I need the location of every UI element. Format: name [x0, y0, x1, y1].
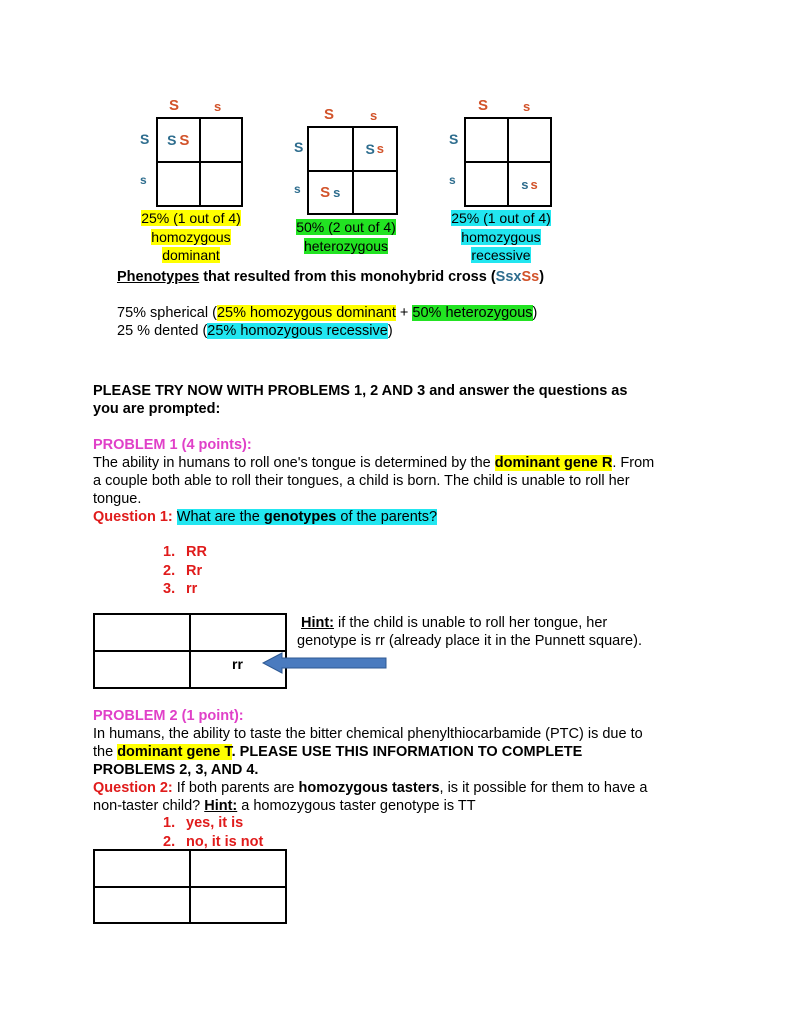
top-allele-1: S — [324, 106, 335, 123]
text: 25 % dented ( — [117, 323, 208, 339]
question-2 — [93, 779, 647, 797]
text: a homozygous taster genotype is TT — [237, 798, 476, 814]
phenotypes-heading-end: ) — [539, 269, 545, 285]
left-allele-2: s — [294, 182, 301, 196]
punnett-square-1 — [156, 117, 243, 207]
answer-cell[interactable] — [94, 850, 190, 887]
text: genotypes — [263, 509, 337, 525]
cell-allele-a: S — [320, 183, 331, 201]
phenotype-line-dented — [117, 323, 393, 339]
caption-line: 50% (2 out of 4) — [296, 219, 396, 235]
answer-cell[interactable] — [190, 887, 286, 924]
problem-1-title: PROBLEM 1 (4 points): — [93, 437, 252, 453]
cell — [200, 118, 243, 162]
cell — [308, 127, 353, 171]
hint-text-1: if the child is unable to roll her tongue, her — [334, 615, 608, 631]
text: non-taster child? — [93, 798, 205, 814]
cell-allele-a: s — [521, 176, 529, 192]
arrow-icon — [262, 652, 388, 674]
option-2[interactable]: 2. Rr — [163, 562, 203, 579]
caption-line: 25% (1 out of 4) — [141, 210, 241, 226]
problem-2-text-3: PROBLEMS 2, 3, AND 4. — [93, 762, 259, 778]
problem-2-title: PROBLEM 2 (1 point): — [93, 708, 244, 724]
phenotypes-word: Phenotypes — [117, 269, 200, 285]
caption-line: 25% (1 out of 4) — [451, 210, 551, 226]
question-1-options — [163, 543, 207, 599]
text: the — [93, 744, 118, 760]
hint-label: Hint: — [204, 798, 238, 814]
cell — [157, 162, 200, 206]
caption-line: heterozygous — [303, 237, 389, 254]
cell — [200, 162, 243, 206]
cell-allele-b: s — [333, 184, 341, 200]
left-allele-2: s — [140, 173, 147, 187]
cell — [508, 162, 551, 206]
answer-cell[interactable] — [94, 651, 190, 688]
left-allele-1: S — [449, 131, 459, 147]
text: of the parents? — [336, 509, 438, 525]
problem-1-text-3: tongue. — [93, 491, 142, 507]
cross-parent-b: Ss — [521, 269, 540, 285]
top-allele-2: s — [370, 108, 378, 123]
text: ) — [387, 323, 393, 339]
option-1[interactable]: 1. RR — [163, 544, 207, 560]
left-allele-2: s — [449, 173, 456, 187]
top-allele-1: S — [478, 97, 489, 114]
text: + — [395, 305, 413, 321]
text: If both parents are — [172, 780, 299, 796]
punnett-square-3 — [464, 117, 552, 207]
punnett-answer-grid-2 — [93, 849, 287, 924]
problem-2-text-2 — [93, 743, 582, 761]
answer-cell[interactable] — [190, 850, 286, 887]
text: homozygous tasters — [298, 780, 440, 796]
cell-allele-a: S — [167, 132, 177, 148]
cell — [353, 171, 398, 215]
answer-cell[interactable] — [94, 614, 190, 651]
problem-2-text-1: In humans, the ability to taste the bitter chemical phenylthiocarbamide (PTC) is due to — [93, 726, 643, 742]
hint-label: Hint: — [301, 615, 335, 631]
caption-line: homozygous — [151, 228, 231, 245]
question-label: Question 1: — [93, 509, 173, 525]
option-1[interactable]: 1. yes, it is — [163, 815, 244, 831]
top-allele-1: S — [169, 97, 180, 114]
dominant-gene-highlight: dominant gene T — [117, 744, 232, 760]
caption-line: homozygous — [461, 228, 541, 245]
caption-homozygous-recessive — [436, 209, 566, 265]
option-text: Rr — [186, 562, 203, 579]
cell-allele-b: s — [376, 141, 385, 157]
phenotypes-heading — [117, 269, 544, 285]
cell — [465, 118, 508, 162]
option-text: rr — [186, 581, 198, 597]
punnett-square-2 — [307, 126, 398, 215]
punnett-answer-grid-1 — [93, 613, 287, 689]
cross-parent-a: Ssx — [495, 269, 522, 285]
text: What are the — [176, 509, 264, 525]
text: . PLEASE USE THIS INFORMATION TO COMPLETE — [231, 744, 583, 760]
text: . From — [612, 455, 655, 471]
cell-genotype-rr: rr — [232, 656, 243, 672]
phenotype-line-spherical — [117, 305, 537, 321]
highlight-recessive: 25% homozygous recessive — [207, 323, 388, 339]
highlight-heterozygous: 50% heterozygous — [412, 305, 533, 321]
question-label: Question 2: — [93, 780, 173, 796]
cell-allele-b: s — [530, 176, 538, 192]
problem-1-text-2: a couple both able to roll their tongues, a child is born. The child is unable to roll her — [93, 473, 630, 489]
answer-cell[interactable] — [190, 614, 286, 651]
text: ) — [532, 305, 538, 321]
cell — [308, 171, 353, 215]
question-2-options — [163, 814, 263, 851]
caption-line: recessive — [471, 247, 531, 263]
phenotypes-heading-text: that resulted from this monohybrid cross ( — [199, 269, 496, 285]
answer-cell[interactable] — [94, 887, 190, 924]
left-allele-1: S — [294, 139, 304, 155]
hint-text-2: genotype is rr (already place it in the Punnett square). — [297, 633, 642, 649]
option-text: RR — [186, 544, 207, 560]
cell — [157, 118, 200, 162]
caption-heterozygous — [283, 218, 409, 255]
option-2[interactable]: 2. no, it is not — [163, 833, 264, 850]
instructions-line-2: you are prompted: — [93, 401, 221, 417]
cell — [353, 127, 398, 171]
highlight-dominant: 25% homozygous dominant — [216, 305, 396, 321]
option-text: no, it is not — [186, 833, 264, 850]
cell-allele-a: S — [365, 140, 375, 157]
text: 75% spherical ( — [117, 305, 217, 321]
top-allele-2: s — [523, 99, 531, 114]
option-3[interactable]: 3. rr — [163, 581, 198, 597]
left-allele-1: S — [140, 131, 150, 147]
hint-problem-1 — [297, 614, 642, 650]
caption-homozygous-dominant — [126, 209, 256, 265]
question-2-line-2 — [93, 797, 476, 815]
instructions-line-1: PLEASE TRY NOW WITH PROBLEMS 1, 2 AND 3 and answer the questions as — [93, 383, 628, 399]
cell — [508, 118, 551, 162]
cell-allele-b: S — [179, 131, 190, 149]
text: The ability in humans to roll one's tongue is determined by the — [93, 455, 495, 471]
dominant-gene-highlight: dominant gene R — [494, 455, 613, 471]
question-1 — [93, 508, 437, 526]
problem-1-text-1 — [93, 454, 654, 472]
top-allele-2: s — [214, 99, 222, 114]
cell — [465, 162, 508, 206]
option-text: yes, it is — [186, 815, 244, 831]
text: , is it possible for them to have a — [439, 780, 648, 796]
caption-line: dominant — [162, 247, 220, 263]
